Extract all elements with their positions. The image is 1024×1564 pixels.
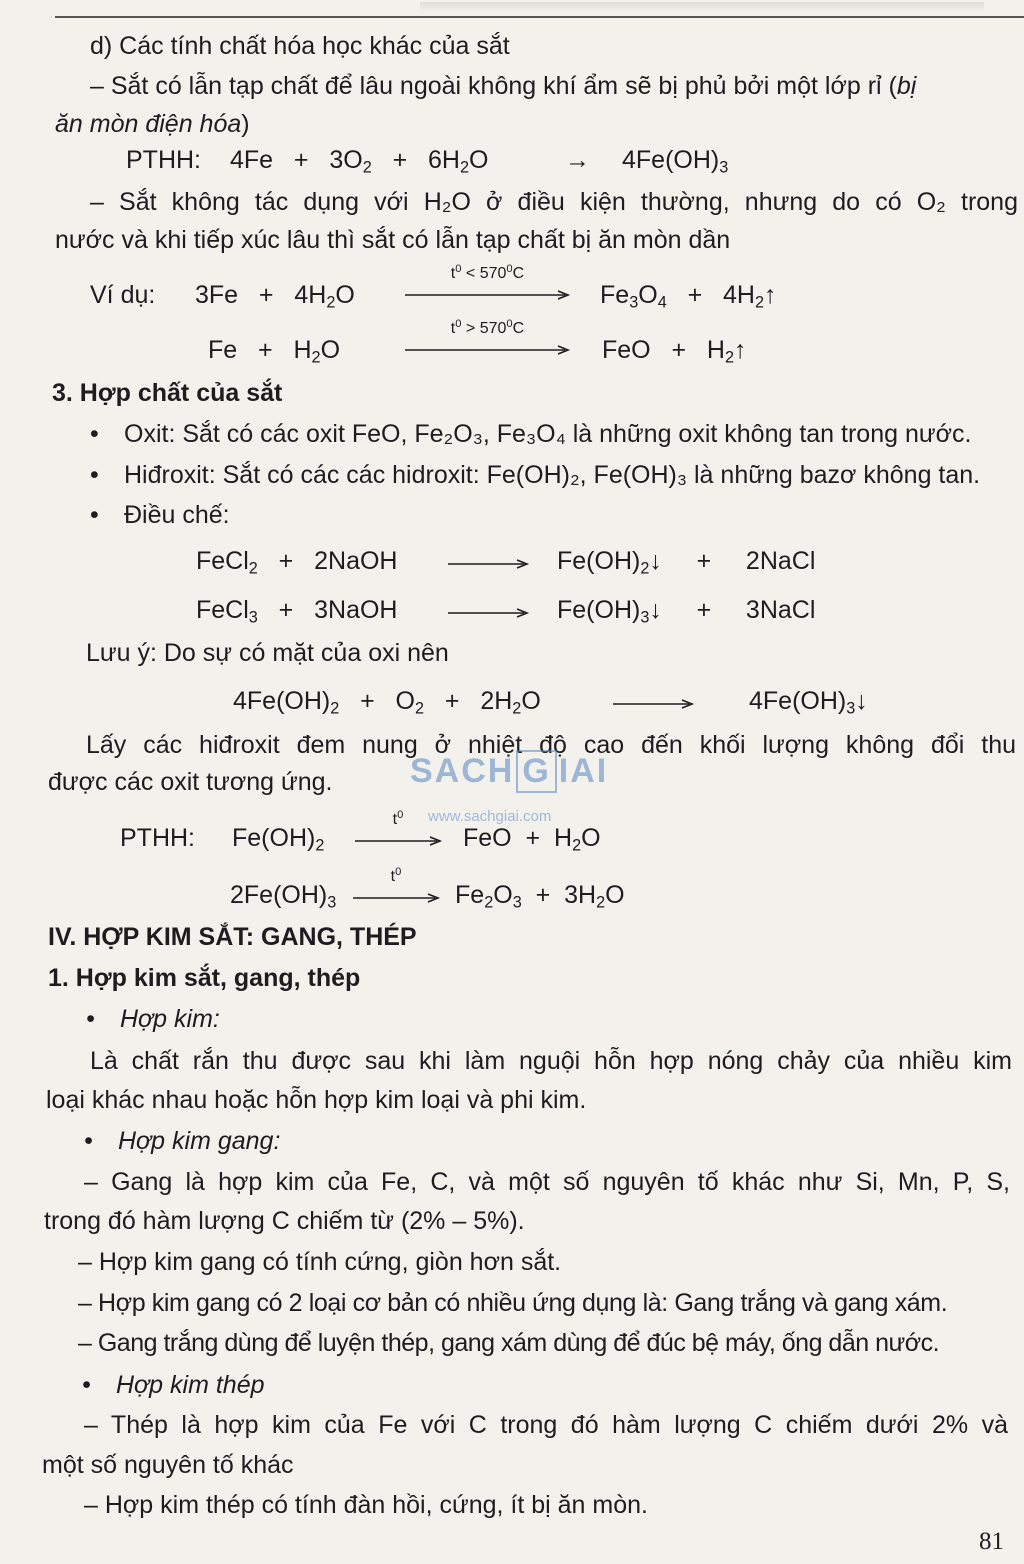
- cast-iron-line-1: – Gang là hợp kim của Fe, C, và một số nguyên tố khác như Si, Mn, P, S,: [84, 1168, 1010, 1196]
- arrow-icon: [613, 699, 693, 709]
- equation-rust-rhs: $4Fe(OH)_3$: [622, 146, 729, 177]
- arrow-icon: [353, 893, 439, 903]
- example-eq2-arrow: [405, 317, 570, 367]
- equation-rust-label: PTHH:: [126, 146, 201, 174]
- alloy-line-2: loại khác nhau hoặc hỗn hợp kim loại và phi kim.: [46, 1086, 587, 1114]
- oxidation-eq-lhs: $4Fe(OH)_2 + O_2 + 2H_2O$: [233, 687, 541, 718]
- example-eq1-rhs: $Fe_3O_4$ + $4H_2↑$: [600, 281, 777, 312]
- corrosion-term: ăn mòn điện hóa: [55, 110, 242, 138]
- section-1-heading: 1. Hợp kim sắt, gang, thép: [48, 964, 361, 992]
- example-eq1-condition: $t^0 < 570^0C$: [450, 262, 525, 282]
- section-IV-heading: IV. HỢP KIM SẮT: GANG, THÉP: [48, 923, 417, 951]
- cast-iron-line-5: – Gang trắng dùng để luyện thép, gang xám dùng để đúc bệ máy, ống dẫn nước.: [78, 1329, 940, 1357]
- water-line-1: – Sắt không tác dụng với H₂O ở điều kiện thường, nhưng do có O₂ trong: [90, 188, 1018, 216]
- prep-eq2-rhs: $Fe(OH)_3↓$ + 3NaCl: [557, 596, 816, 627]
- prep-eq1-lhs: FeCl$_2$ + 2NaOH: [196, 547, 398, 578]
- prep-eq1-arrow: [448, 541, 528, 581]
- steel-line-1: – Thép là hợp kim của Fe với C trong đó hàm lượng C chiếm dưới 2% và: [84, 1411, 1008, 1439]
- hydroxide-item: • Hiđroxit: Sắt có các các hidroxit: Fe(OH)₂, Fe(OH)₃ là những bazơ không tan.: [124, 460, 980, 490]
- section-3-heading: 3. Hợp chất của sắt: [52, 379, 283, 407]
- scan-shadow: [420, 2, 984, 10]
- heating-eq1-arrow: [355, 808, 441, 858]
- watermark-logo: SACH G IAI: [410, 750, 608, 793]
- arrow-icon: [448, 608, 528, 618]
- cast-iron-line-2: trong đó hàm lượng C chiếm từ (2% – 5%).: [44, 1207, 525, 1235]
- steel-line-3: – Hợp kim thép có tính đàn hồi, cứng, ít bị ăn mòn.: [84, 1491, 648, 1519]
- heating-eq2-lhs: $2Fe(OH)_3$: [230, 881, 337, 912]
- heating-eq2-arrow: [353, 865, 439, 915]
- steel-bullet: • Hợp kim thép: [116, 1370, 265, 1400]
- heating-eq-label: PTHH:: [120, 824, 195, 852]
- cast-iron-bullet: • Hợp kim gang:: [118, 1126, 280, 1156]
- section-d-heading: d) Các tính chất hóa học khác của sắt: [90, 32, 510, 60]
- alloy-bullet: • Hợp kim:: [120, 1004, 220, 1034]
- page-number: 81: [979, 1528, 1004, 1555]
- heating-eq1-condition: $t^0$: [392, 808, 404, 828]
- rust-text: – Sắt có lẫn tạp chất để lâu ngoài không khí ẩm sẽ bị phủ bởi một lớp rỉ (: [90, 72, 897, 100]
- cast-iron-line-4: – Hợp kim gang có 2 loại cơ bản có nhiều ứng dụng là: Gang trắng và gang xám.: [78, 1289, 948, 1317]
- arrow-icon: [405, 290, 570, 300]
- prep-eq1-rhs: $Fe(OH)_2↓$ + 2NaCl: [557, 547, 816, 578]
- prep-eq2-arrow: [448, 590, 528, 630]
- example-eq1-lhs: $3Fe + 4H_2O$: [195, 281, 355, 312]
- steel-line-2: một số nguyên tố khác: [42, 1451, 294, 1479]
- water-line-2: nước và khi tiếp xúc lâu thì sắt có lẫn tạp chất bị ăn mòn dần: [55, 226, 731, 254]
- heating-eq2-rhs: $Fe_2O_3 + 3H_2O$: [455, 881, 625, 912]
- heating-line-1: Lấy các hiđroxit đem nung ở nhiệt độ cao đến khối lượng không đổi thu: [86, 731, 1016, 759]
- arrow-icon: [448, 559, 528, 569]
- oxidation-eq-arrow: [613, 681, 693, 721]
- preparation-item: • Điều chế:: [124, 500, 230, 530]
- example-eq2-condition: $t^0 > 570^0C$: [450, 317, 525, 337]
- arrow-icon: [355, 836, 441, 846]
- example-eq1-arrow: [405, 262, 570, 312]
- cast-iron-line-3: – Hợp kim gang có tính cứng, giòn hơn sắt.: [78, 1248, 562, 1276]
- header-rule: [55, 16, 1024, 18]
- close-paren: ): [241, 110, 250, 138]
- prep-eq2-lhs: FeCl$_3$ + 3NaOH: [196, 596, 398, 627]
- rust-line-1: [90, 71, 916, 101]
- equation-rust-arrow: →: [565, 146, 590, 174]
- heating-eq1-lhs: $Fe(OH)_2$: [232, 824, 325, 855]
- equation-rust-lhs: $4Fe + 3O_2 + 6H_2O$: [230, 146, 489, 177]
- example-label: Ví dụ:: [90, 281, 156, 309]
- heating-eq2-condition: $t^0$: [390, 865, 402, 885]
- alloy-line-1: Là chất rắn thu được sau khi làm nguội hỗn hợp nóng chảy của nhiều kim: [90, 1047, 1012, 1075]
- oxide-item: • Oxit: Sắt có các oxit FeO, Fe₂O₃, Fe₃O₄ là những oxit không tan trong nước.: [124, 419, 971, 449]
- heating-eq1-rhs: FeO + $H_2O$: [463, 824, 601, 855]
- example-eq2-rhs: FeO + $H_2↑$: [602, 336, 747, 367]
- arrow-icon: [405, 345, 570, 355]
- example-eq2-lhs: $Fe + H_2O$: [208, 336, 341, 367]
- watermark-url: www.sachgiai.com: [428, 808, 552, 825]
- heating-line-2: được các oxit tương ứng.: [48, 768, 333, 796]
- rust-line-2: [55, 109, 250, 139]
- oxidation-eq-rhs: $4Fe(OH)_3↓$: [749, 687, 868, 718]
- rust-italic: bị: [896, 72, 917, 100]
- note-line: Lưu ý: Do sự có mặt của oxi nên: [86, 639, 449, 667]
